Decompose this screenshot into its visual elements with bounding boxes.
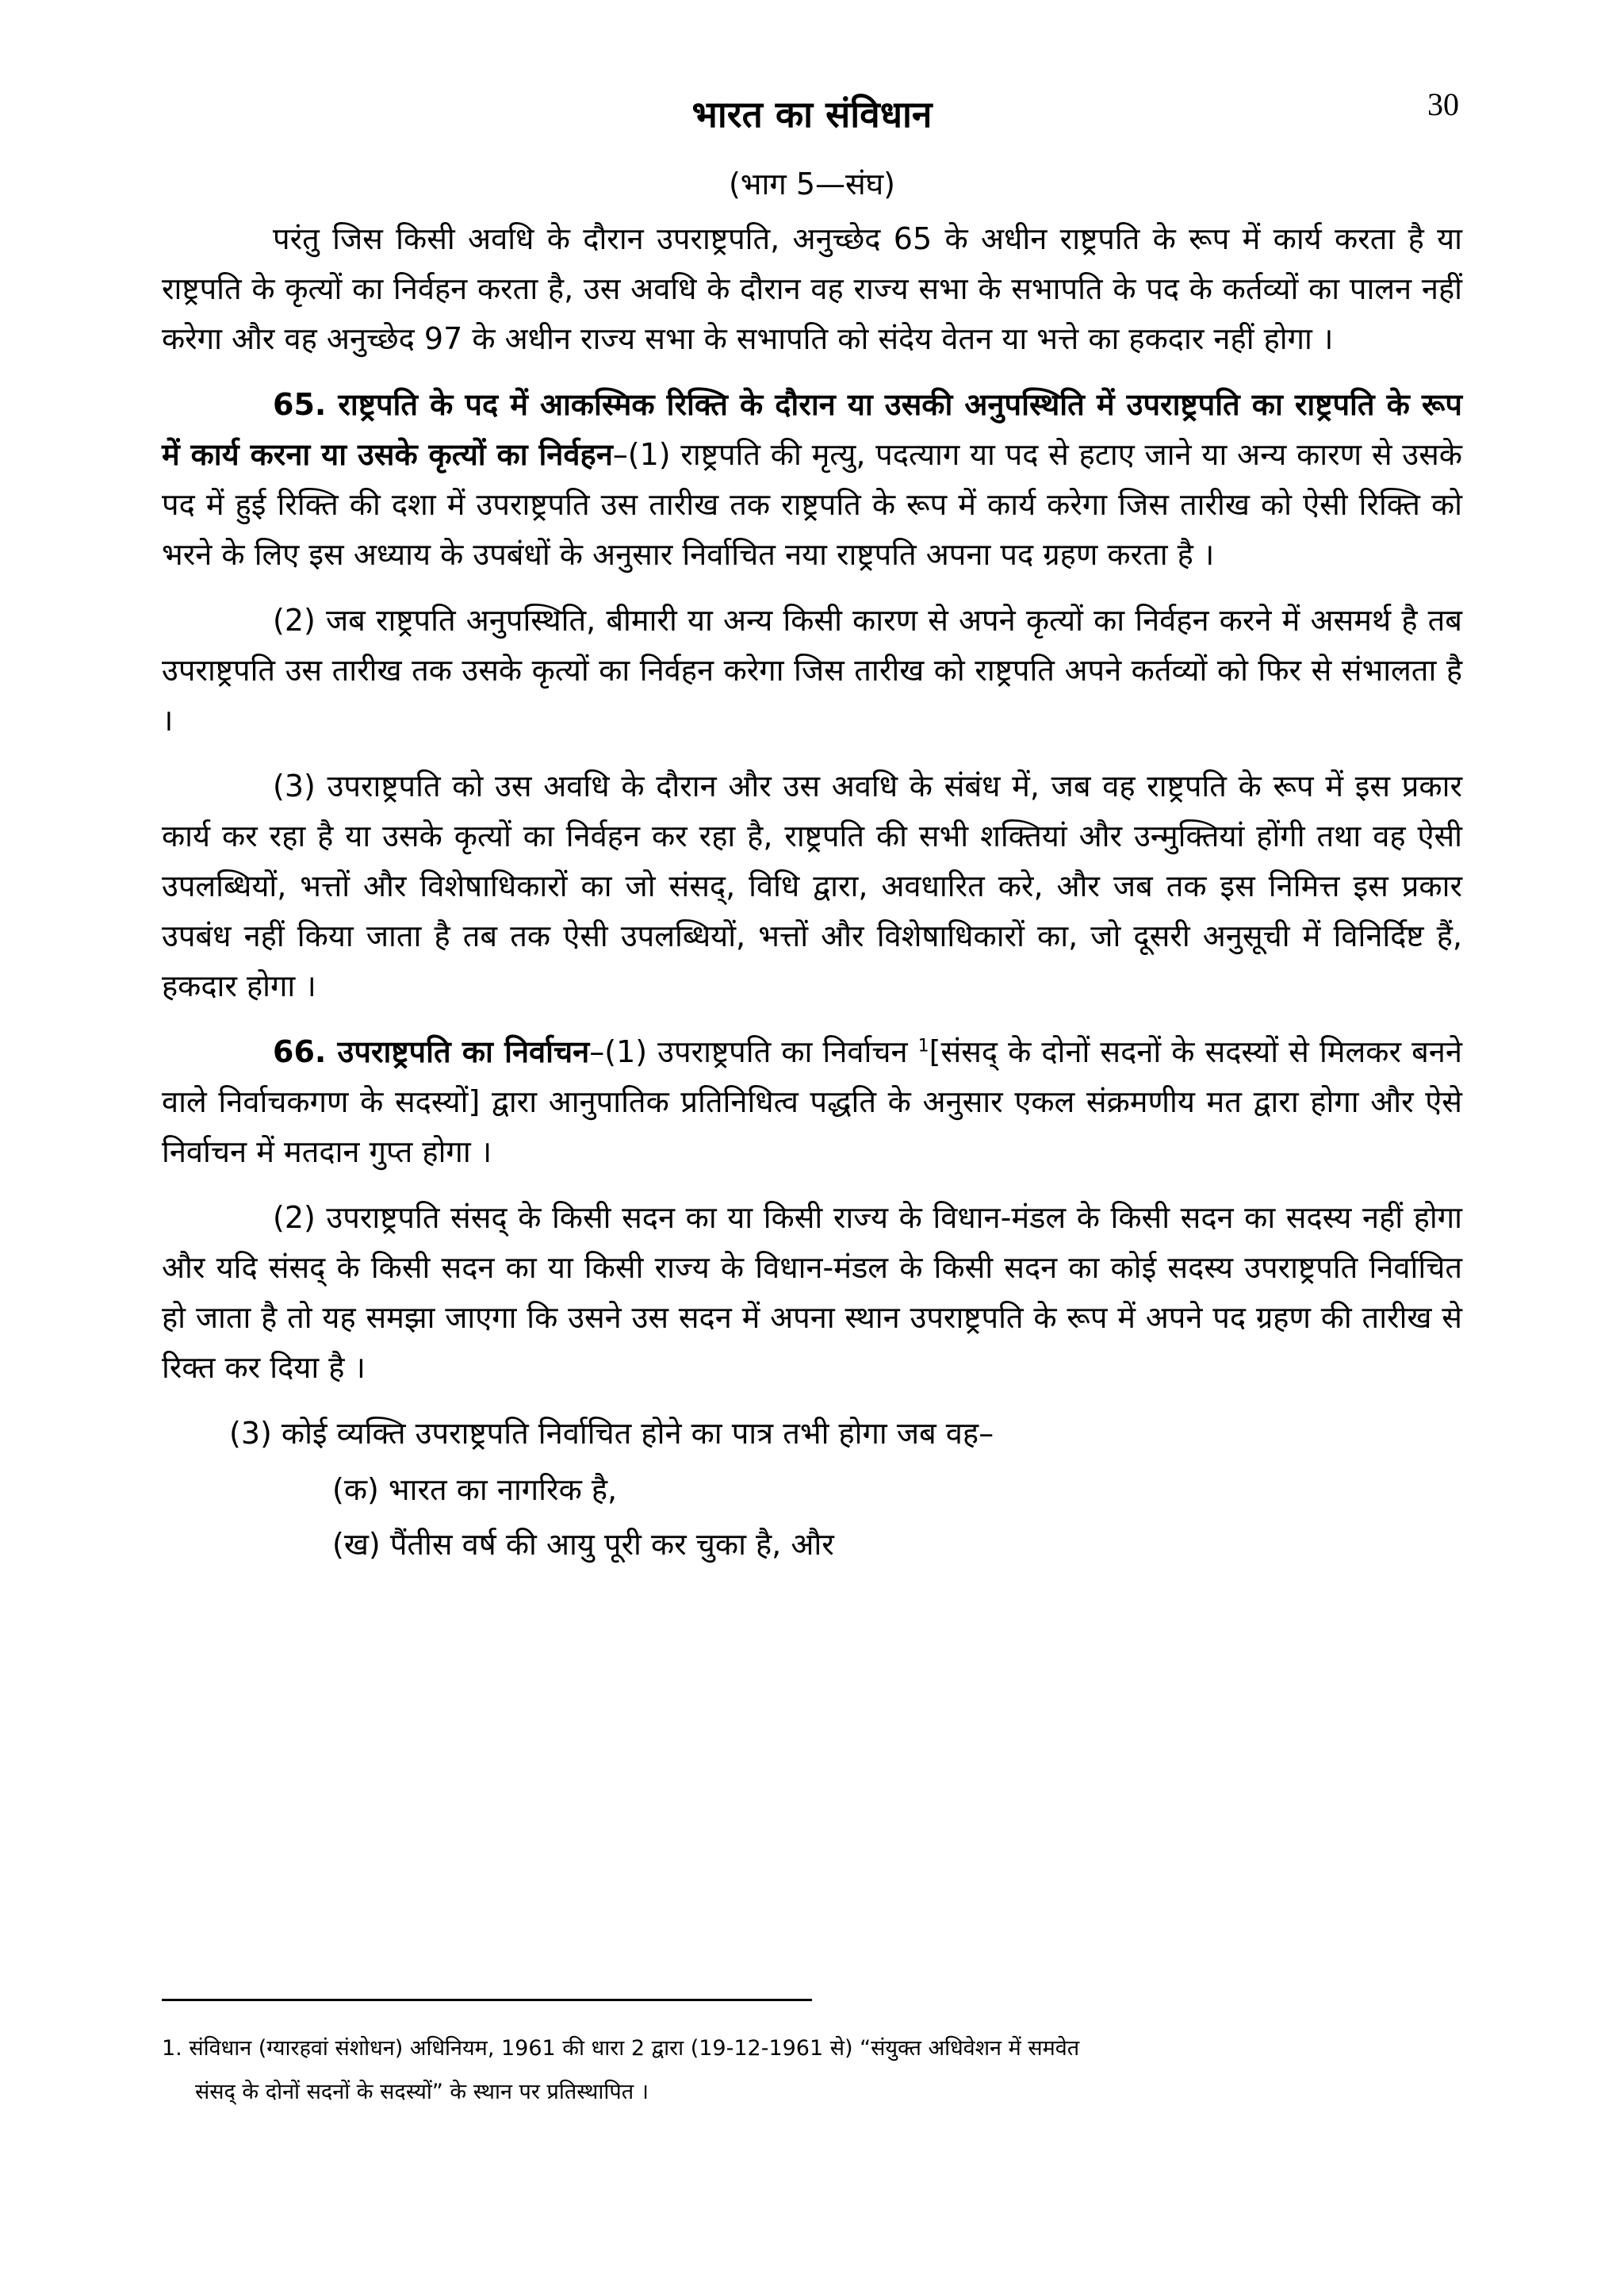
- page-number: 30: [1427, 86, 1459, 122]
- footnote: [162, 2027, 1462, 2114]
- article-66-clause-3: (3) कोई व्यक्ति उपराष्ट्रपति निर्वाचित होने का पात्र तभी होगा जब वह–: [229, 1416, 994, 1451]
- article-66-heading: 66. उपराष्ट्रपति का निर्वाचन: [273, 1034, 590, 1069]
- article-66-clause-1-rest: [संसद् के दोनों सदनों के सदस्यों से मिलकर बनने वाले निर्वाचकगण के सदस्यों] द्वारा आनुपातिक प्रतिनिधित्व पद्धति के अनुसार एकल संक्रमणीय मत द्वारा होगा और ऐसे निर्वाचन में मतदान गुप्त होगा ।: [162, 1034, 1462, 1169]
- footnote-marker[interactable]: 1: [917, 1036, 929, 1056]
- page-subtitle: (भाग 5—संघ): [728, 167, 895, 201]
- article-66-clause-3-b: (ख) पैंतीस वर्ष की आयु पूरी कर चुका है, और: [332, 1527, 834, 1562]
- footnote-line-1: 1. संविधान (ग्यारहवां संशोधन) अधिनियम, 1961 की धारा 2 द्वारा (19-12-1961 से) “संयुक्त अधिवेशन में समवेत: [162, 2036, 1080, 2061]
- article-65-clause-1: –(1) राष्ट्रपति की मृत्यु, पदत्याग या पद से हटाए जाने या अन्य कारण से उसके पद में हुई रिक्ति की दशा में उपराष्ट्रपति उस तारीख तक राष्ट्रपति के रूप में कार्य करेगा जिस तारीख को ऐसी रिक्ति को भरने के लिए इस अध्याय के उपबंधों के अनुसार निर्वाचित नया राष्ट्रपति अपना पद ग्रहण करता है ।: [162, 437, 1462, 572]
- article-65-clause-3: (3) उपराष्ट्रपति को उस अवधि के दौरान और उस अवधि के संबंध में, जब वह राष्ट्रपति के रूप में इस प्रकार कार्य कर रहा है या उसके कृत्यों का निर्वहन कर रहा है, राष्ट्रपति की सभी शक्तियां और उन्मुक्तियां होंगी तथा वह ऐसी उपलब्धियों, भत्तों और विशेषाधिकारों का जो संसद्, विधि द्वारा, अवधारित करे, और जब तक इस निमित्त इस प्रकार उपबंध नहीं किया जाता है तब तक ऐसी उपलब्धियों, भत्तों और विशेषाधिकारों का, जो दूसरी अनुसूची में विनिर्दिष्ट हैं, हकदार होगा ।: [162, 769, 1462, 1003]
- article-65-heading: 65. राष्ट्रपति के पद में आकस्मिक रिक्ति के दौरान या उसकी अनुपस्थिति में उपराष्ट्रपति का राष्ट्रपति के रूप में कार्य करना या उसके कृत्यों का निर्वहन: [162, 387, 1462, 472]
- page-title: भारत का संविधान: [691, 93, 933, 136]
- article-66-clause-3-a: (क) भारत का नागरिक है,: [332, 1472, 618, 1507]
- document-body: [162, 214, 1462, 1574]
- article-65-paragraph: [162, 380, 1462, 580]
- article-65-clause-2: (2) जब राष्ट्रपति अनुपस्थिति, बीमारी या अन्य किसी कारण से अपने कृत्यों का निर्वहन करने में असमर्थ है तब उपराष्ट्रपति उस तारीख तक उसके कृत्यों का निर्वहन करेगा जिस तारीख को राष्ट्रपति अपने कर्तव्यों को फिर से संभालता है ।: [162, 603, 1462, 738]
- article-66-clause-2: (2) उपराष्ट्रपति संसद् के किसी सदन का या किसी राज्य के विधान-मंडल के किसी सदन का सदस्य नहीं होगा और यदि संसद् के किसी सदन का या किसी राज्य के विधान-मंडल के किसी सदन का कोई सदस्य उपराष्ट्रपति निर्वाचित हो जाता है तो यह समझा जाएगा कि उसने उस सदन में अपना स्थान उपराष्ट्रपति के रूप में अपने पद ग्रहण की तारीख से रिक्त कर दिया है ।: [162, 1200, 1462, 1385]
- footnote-divider: [162, 1999, 812, 2001]
- article-66-paragraph: [162, 1027, 1462, 1177]
- article-66-clause-1-start: –(1) उपराष्ट्रपति का निर्वाचन: [589, 1034, 918, 1069]
- proviso-paragraph: परंतु जिस किसी अवधि के दौरान उपराष्ट्रपति, अनुच्छेद 65 के अधीन राष्ट्रपति के रूप में कार्य करता है या राष्ट्रपति के कृत्यों का निर्वहन करता है, उस अवधि के दौरान वह राज्य सभा के सभापति के पद के कर्तव्यों का पालन नहीं करेगा और वह अनुच्छेद 97 के अधीन राज्य सभा के सभापति को संदेय वेतन या भत्ते का हकदार नहीं होगा ।: [162, 221, 1462, 356]
- footnote-line-2: संसद् के दोनों सदनों के सदस्यों” के स्थान पर प्रतिस्थापित ।: [195, 2080, 649, 2104]
